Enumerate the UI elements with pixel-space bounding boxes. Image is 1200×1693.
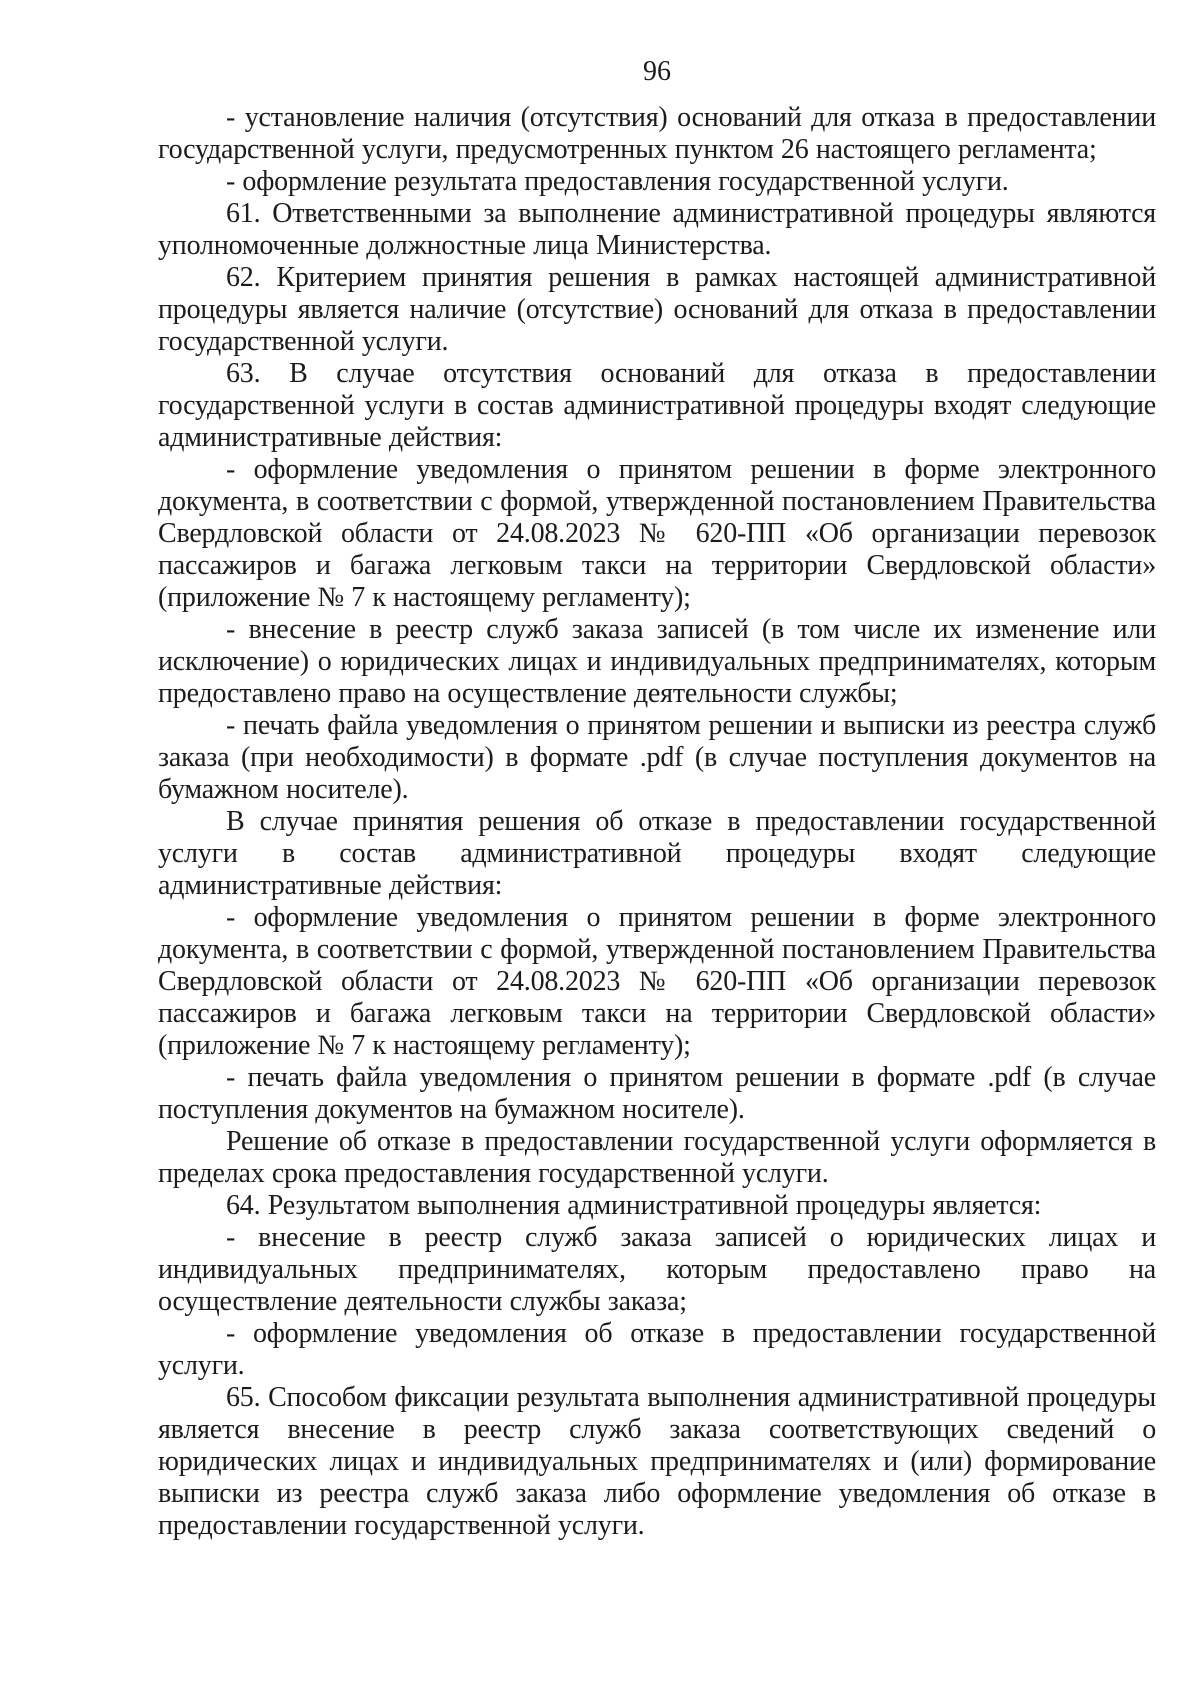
document-body <box>158 102 1156 1542</box>
paragraph: - оформление уведомления об отказе в предоставлении государственной услуги. <box>158 1318 1156 1381</box>
document-sheet <box>158 56 1156 1542</box>
paragraph: - оформление уведомления о принятом решении в форме электронного документа, в соответствии с формой, утвержденной постановлением Правительства Свердловской области от 24.08.2023 № 620-ПП «Об организации перевозок пассажиров и багажа легковым такси на территории Свердловской области» (приложение № 7 к настоящему регламенту); <box>158 902 1156 1061</box>
paragraph: В случае принятия решения об отказе в предоставлении государственной услуги в состав административной процедуры входят следующие административные действия: <box>158 806 1156 901</box>
page-number: 96 <box>643 56 671 87</box>
paragraph: - оформление результата предоставления государственной услуги. <box>226 166 1009 197</box>
paragraph: - печать файла уведомления о принятом решении в формате .pdf (в случае поступления документов на бумажном носителе). <box>158 1062 1156 1125</box>
paragraph: - внесение в реестр служб заказа записей о юридических лицах и индивидуальных предпринимателях, которым предоставлено право на осуществление деятельности службы заказа; <box>158 1222 1156 1317</box>
paragraph: - внесение в реестр служб заказа записей (в том числе их изменение или исключение) о юридических лицах и индивидуальных предпринимателях, которым предоставлено право на осуществление деятельности службы; <box>158 614 1156 709</box>
paragraph: - установление наличия (отсутствия) оснований для отказа в предоставлении государственной услуги, предусмотренных пунктом 26 настоящего регламента; <box>158 102 1156 165</box>
paragraph: - печать файла уведомления о принятом решении и выписки из реестра служб заказа (при необходимости) в формате .pdf (в случае поступления документов на бумажном носителе). <box>158 710 1156 805</box>
paragraph: 65. Способом фиксации результата выполнения административной процедуры является внесение в реестр служб заказа соответствующих сведений о юридических лицах и индивидуальных предпринимателях и (или) формирование выписки из реестра служб заказа либо оформление уведомления об отказе в предоставлении государственной услуги. <box>158 1382 1156 1541</box>
paragraph: Решение об отказе в предоставлении государственной услуги оформляется в пределах срока предоставления государственной услуги. <box>158 1126 1156 1189</box>
paragraph: 63. В случае отсутствия оснований для отказа в предоставлении государственной услуги в состав административной процедуры входят следующие административные действия: <box>158 358 1156 453</box>
paragraph: 62. Критерием принятия решения в рамках настоящей административной процедуры является наличие (отсутствие) оснований для отказа в предоставлении государственной услуги. <box>158 262 1156 357</box>
paragraph: 64. Результатом выполнения административной процедуры является: <box>226 1190 1042 1221</box>
paragraph: - оформление уведомления о принятом решении в форме электронного документа, в соответствии с формой, утвержденной постановлением Правительства Свердловской области от 24.08.2023 № 620-ПП «Об организации перевозок пассажиров и багажа легковым такси на территории Свердловской области» (приложение № 7 к настоящему регламенту); <box>158 454 1156 613</box>
paragraph: 61. Ответственными за выполнение административной процедуры являются уполномоченные должностные лица Министерства. <box>158 198 1156 261</box>
